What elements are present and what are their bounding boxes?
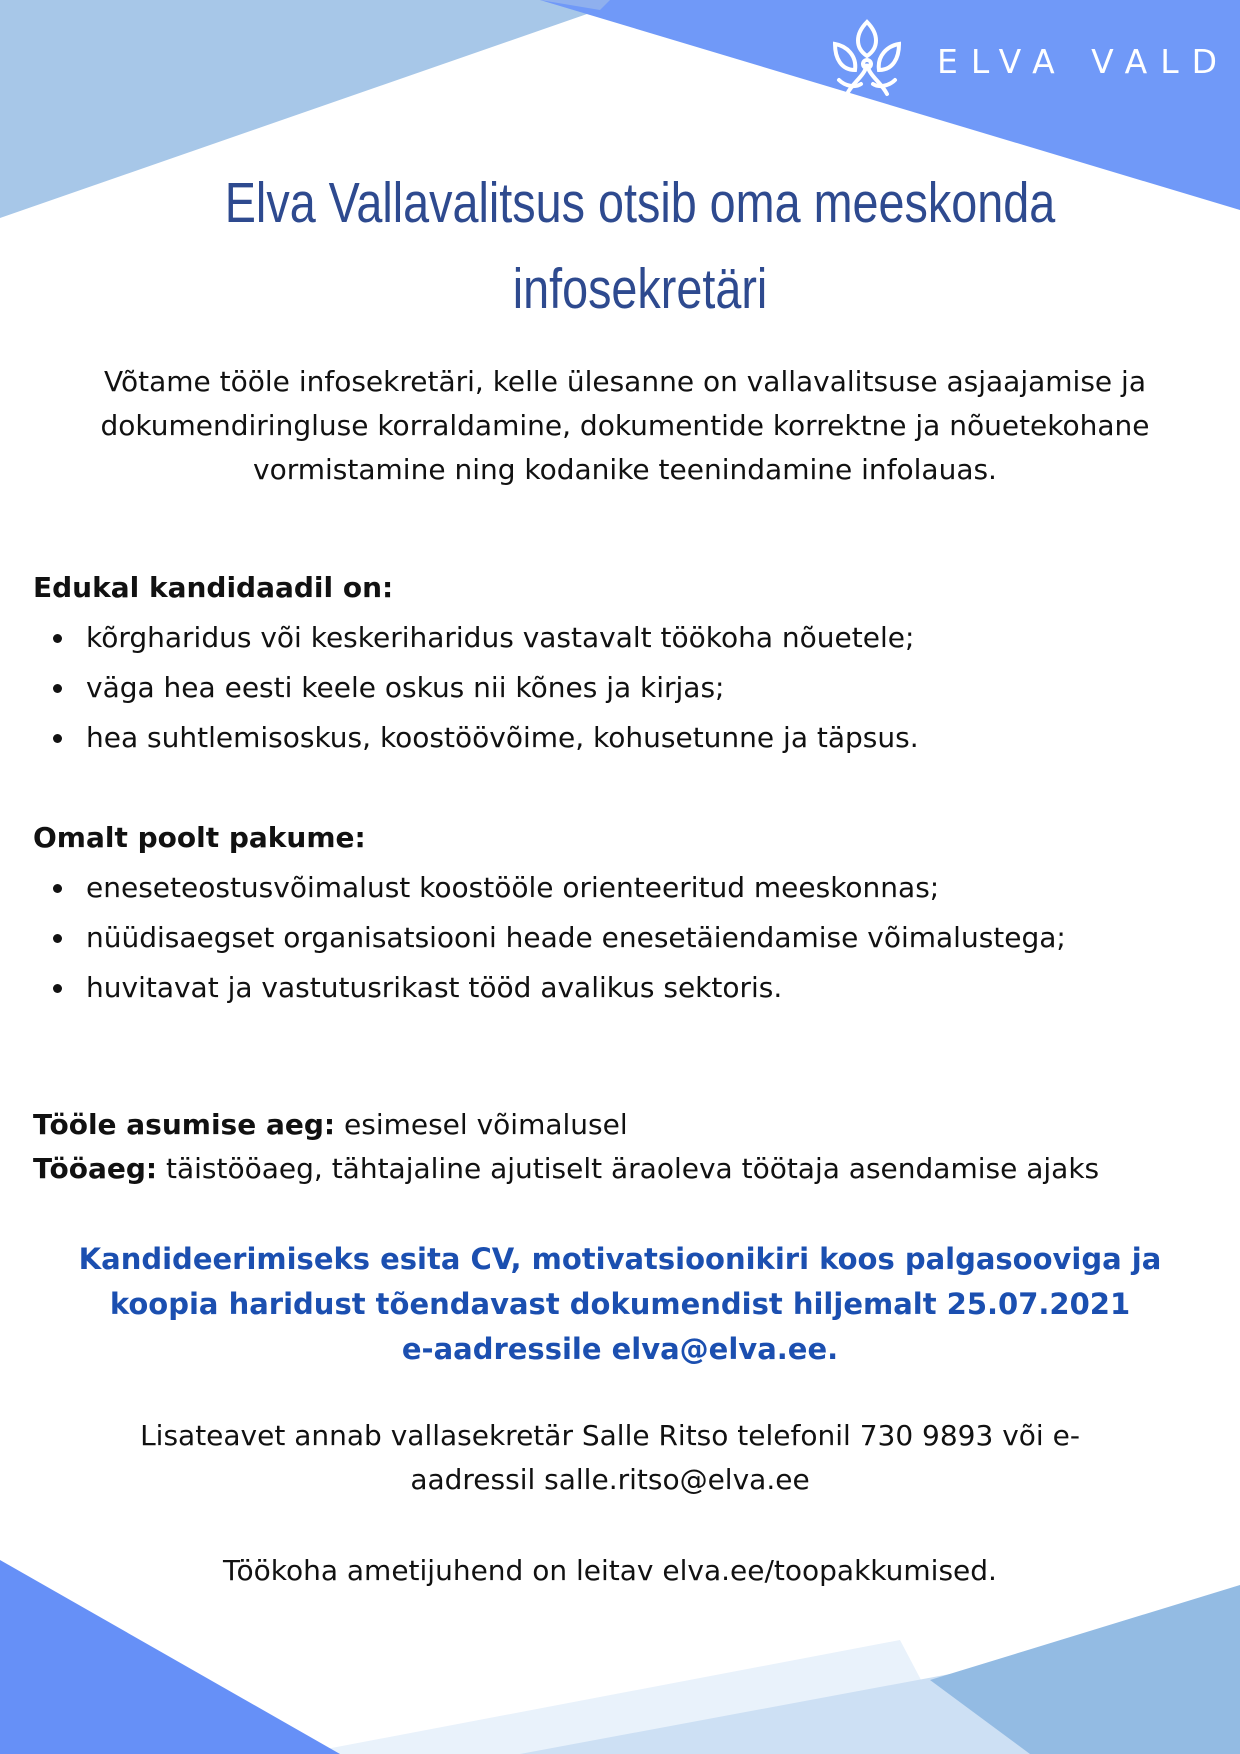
- intro-paragraph: Võtame tööle infosekretäri, kelle ülesanne on vallavalitsuse asjaajamise ja dokumendiringluse korraldamine, dokumentide korrektne ja nõuetekohane vormistamine ning kodanike teenindamine infolauas.: [100, 365, 1150, 486]
- cta-line-3: e-aadressile elva@elva.ee.: [401, 1332, 839, 1366]
- list-item: huvitavat ja vastutusrikast tööd avalikus sektoris.: [33, 963, 1213, 1013]
- title-line-1: Elva Vallavalitsus otsib oma meeskonda: [224, 171, 1056, 235]
- requirements-section: [33, 563, 1213, 763]
- list-item: eneseteostusvõimalust koostööle orienteeritud meeskonnas;: [33, 863, 1213, 913]
- requirements-list: [33, 613, 1213, 763]
- contact-info: [60, 1414, 1160, 1502]
- job-details: [33, 1103, 1233, 1191]
- application-call-to-action: [20, 1237, 1220, 1372]
- offers-heading: Omalt poolt pakume:: [33, 821, 366, 854]
- contact-line-2: aadressil salle.ritso@elva.ee: [410, 1463, 810, 1496]
- offers-section: [33, 813, 1213, 1013]
- logo-text: ELVA VALD: [937, 41, 1230, 81]
- list-item: väga hea eesti keele oskus nii kõnes ja kirjas;: [33, 663, 1213, 713]
- working-hours-row: [33, 1147, 1233, 1191]
- start-time-row: [33, 1103, 1233, 1147]
- elva-emblem-icon: [825, 14, 909, 108]
- logo: [825, 14, 1230, 108]
- list-item: hea suhtlemisoskus, koostöövõime, kohusetunne ja täpsus.: [33, 713, 1213, 763]
- start-time-label: Tööle asumise aeg:: [33, 1108, 336, 1141]
- requirements-heading: Edukal kandidaadil on:: [33, 571, 394, 604]
- offers-list: [33, 863, 1213, 1013]
- start-time-value: esimesel võimalusel: [344, 1108, 628, 1141]
- working-hours-label: Tööaeg:: [33, 1152, 158, 1185]
- list-item: kõrgharidus või keskeriharidus vastavalt töökoha nõuetele;: [33, 613, 1213, 663]
- working-hours-value: täistööaeg, tähtajaline ajutiselt äraoleva töötaja asendamise ajaks: [165, 1152, 1100, 1185]
- page-title: [197, 160, 1083, 332]
- cta-line-2: koopia haridust tõendavast dokumendist hiljemalt 25.07.2021: [109, 1287, 1131, 1321]
- title-line-2: infosekretäri: [512, 257, 768, 321]
- job-description-note: Töökoha ametijuhend on leitav elva.ee/toopakkumised.: [223, 1554, 997, 1587]
- list-item: nüüdisaegset organisatsiooni heade enesetäiendamise võimalustega;: [33, 913, 1213, 963]
- cta-line-1: Kandideerimiseks esita CV, motivatsioonikiri koos palgasooviga ja: [78, 1242, 1162, 1276]
- contact-line-1: Lisateavet annab vallasekretär Salle Ritso telefonil 730 9893 või e-: [140, 1419, 1080, 1452]
